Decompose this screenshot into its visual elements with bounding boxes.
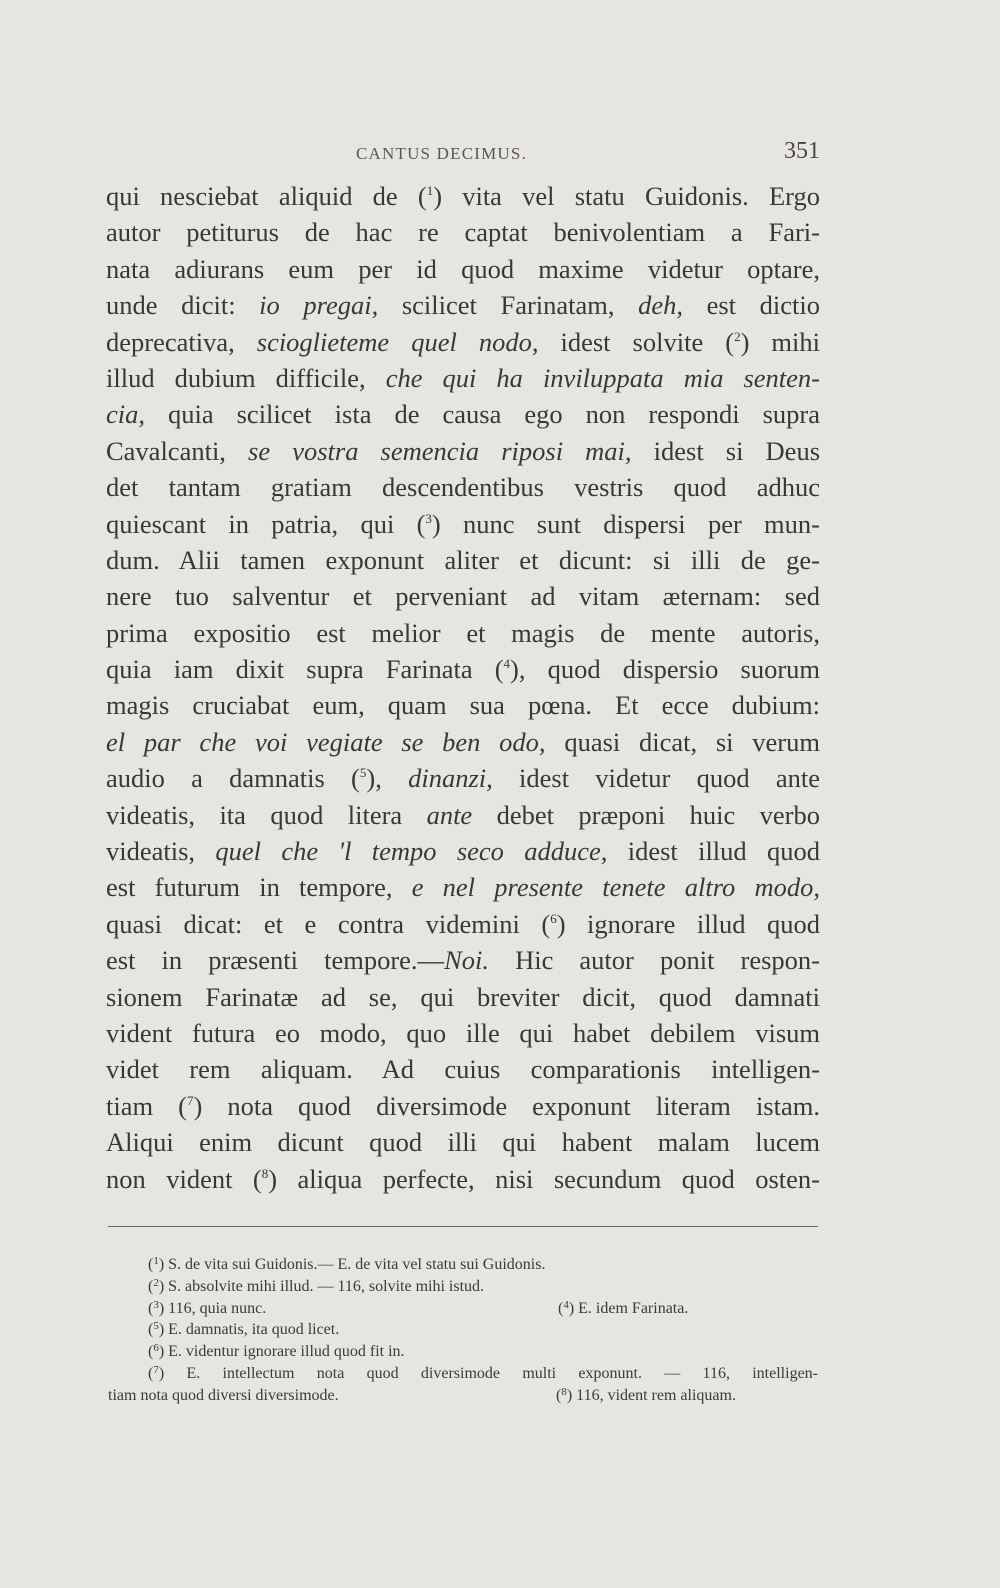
text-line: el par che voi vegiate se ben odo, quasi dicat, si verum [106,726,820,757]
footnote-8: ($^8$) 116, vident rem aliquam. [556,1385,736,1404]
text-line: det tantam gratiam descendentibus vestris quod adhuc [106,472,820,503]
text-line: quia iam dixit supra Farinata ($^4$), quod dispersio suorum [106,654,821,685]
footnote-marker: 3 [425,510,432,526]
text-line: videatis, quel che 'l tempo seco adduce, idest illud quod [106,836,820,867]
text-line: sionem Farinatæ ad se, qui breviter dicit, quod damnati [106,981,820,1012]
footnote-1: ($^1$) S. de vita sui Guidonis.— E. de vita vel statu sui Guidonis. [148,1255,546,1273]
text-line: videt rem aliquam. Ad cuius comparationis intelligen- [106,1054,820,1085]
footnote-marker: 8 [261,1165,269,1181]
footnote-3: ($^3$) 116, quia nunc. [148,1298,267,1317]
text-line: dum. Alii tamen exponunt aliter et dicunt: si illi de ge- [106,544,820,575]
text-line: Cavalcanti, se vostra semencia riposi mai, idest si Deus [106,435,821,466]
text-line: nata adiurans eum per id quod maxime videtur optare, [106,253,820,284]
text-line: magis cruciabat eum, quam sua pœna. Et ecce dubium: [106,690,820,721]
footnote-7: ($^7$) E. intellectum nota quod diversimode multi exponunt. — 116, intelligen- [148,1363,818,1382]
footnote-marker: 5 [359,765,367,781]
text-line: est in præsenti tempore.—Noi. Hic autor ponit respon- [106,945,820,976]
footnote-marker: 7 [186,1092,194,1108]
text-line: tiam ($^7$) nota quod diversimode exponunt literam istam. [106,1090,820,1121]
text-line: Aliqui enim dicunt quod illi qui habent malam lucem [106,1127,820,1158]
text-line: vident futura eo modo, quo ille qui habet debilem visum [106,1017,820,1048]
running-title: CANTUS DECIMUS. [356,144,528,163]
footnote-rule [108,1226,818,1227]
text-line: cia, quia scilicet ista de causa ego non respondi supra [106,399,820,430]
text-line: autor petiturus de hac re captat benivolentiam a Fari- [106,217,820,248]
footnote-4: ($^4$) E. idem Farinata. [558,1298,689,1317]
text-line: illud dubium difficile, che qui ha inviluppata mia senten- [106,362,821,393]
footnote-marker: 1 [426,183,434,198]
footnote-3-4 [108,1298,818,1320]
footnote-marker: 6 [550,910,557,926]
body-text [106,178,820,1197]
text-line: deprecativa, scioglieteme quel nodo, idest solvite ($^2$) mihi [106,326,820,357]
footnote-2: ($^2$) S. absolvite mihi illud. — 116, solvite mihi istud. [148,1276,485,1295]
text-line: est futurum in tempore, e nel presente tenete altro modo, [106,872,820,903]
footnote-5: ($^5$) E. damnatis, ita quod licet. [148,1320,340,1339]
page-number: 351 [784,138,820,164]
text-line: prima expositio est melior et magis de mente autoris, [106,617,820,648]
text-line: quiescant in patria, qui ($^3$) nunc sunt dispersi per mun- [106,508,820,539]
text-line: non vident ($^8$) aliqua perfecte, nisi secundum quod osten- [106,1163,820,1194]
text-line: nere tuo salventur et perveniant ad vitam æternam: sed [106,581,820,612]
footnote-7-continuation: tiam nota quod diversi diversimode. [108,1386,339,1404]
footnote-marker: 4 [503,656,511,672]
footnotes [108,1254,818,1407]
running-head [106,138,820,172]
text-line: audio a damnatis ($^5$), dinanzi, idest videtur quod ante [106,763,821,794]
text-line: unde dicit: io pregai, scilicet Farinatam, deh, est dictio [106,290,820,321]
text-line: quasi dicat: et e contra videmini ($^6$) ignorare illud quod [106,908,821,939]
footnote-marker: 2 [734,328,741,344]
footnote-6: ($^6$) E. videntur ignorare illud quod fit in. [148,1342,405,1361]
text-line: videatis, ita quod litera ante debet præponi huic verbo [106,799,820,830]
text-line: qui nesciebat aliquid de ($^1$) vita vel statu Guidonis. Ergo [106,181,820,211]
footnote-7-8 [108,1385,818,1407]
